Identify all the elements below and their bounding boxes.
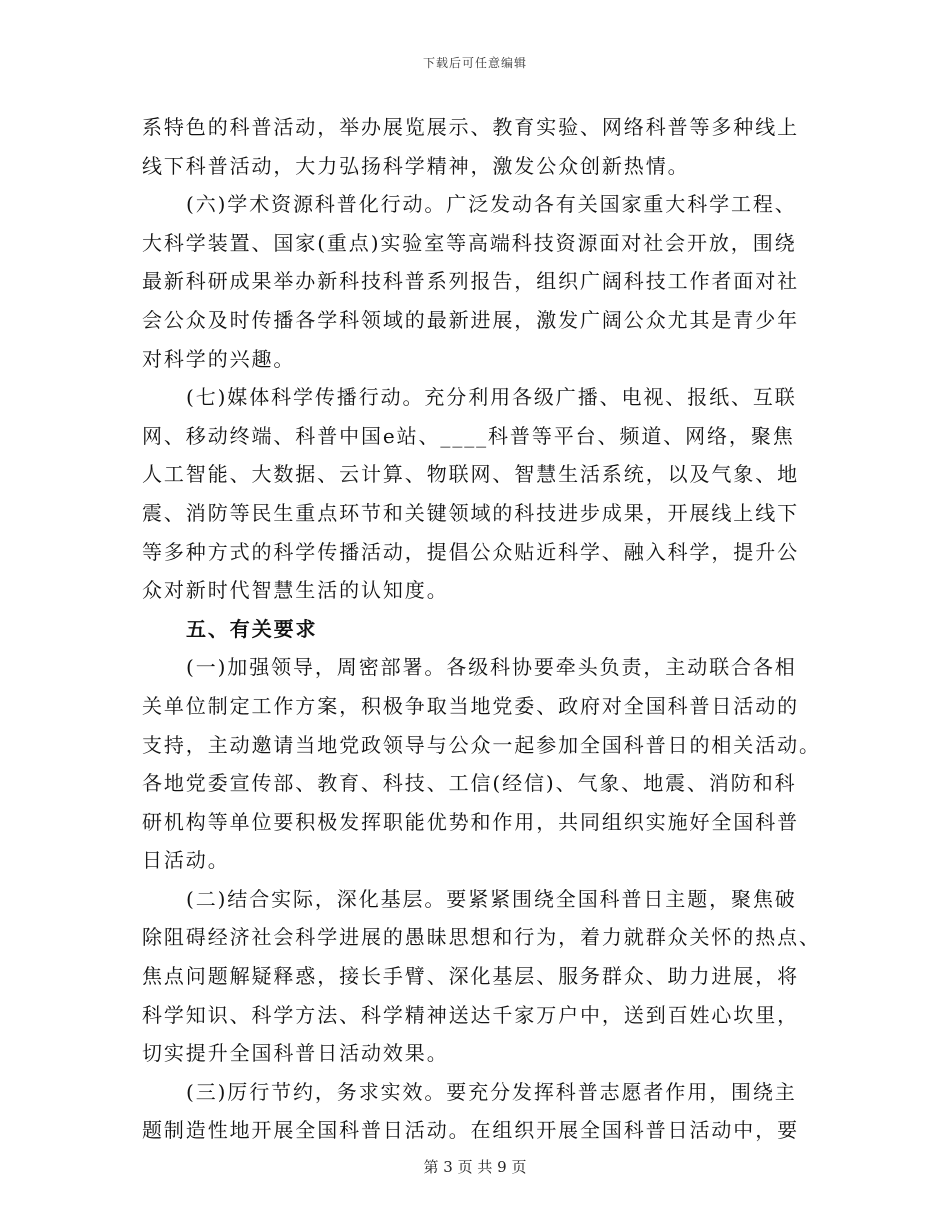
body-text-line: 人工智能、大数据、云计算、物联网、智慧生活系统，以及气象、地 <box>142 462 799 487</box>
page-header-note: 下载后可任意编辑 <box>422 56 527 70</box>
body-text-line: 等多种方式的科学传播活动，提倡公众贴近科学、融入科学，提升公 <box>142 539 799 564</box>
body-text-line: 系特色的科普活动，举办展览展示、教育实验、网络科普等多种线上 <box>142 115 799 139</box>
body-text-line: 支持，主动邀请当地党政领导与公众一起参加全国科普日的相关活动。 <box>142 732 821 757</box>
body-text-line: 对科学的兴趣。 <box>142 346 296 371</box>
body-text-line: 大科学装置、国家(重点)实验室等高端科技资源面对社会开放，围绕 <box>142 230 797 255</box>
body-text-line: 日活动。 <box>142 848 230 873</box>
body-text-line: (二)结合实际，深化基层。要紧紧围绕全国科普日主题，聚焦破 <box>186 886 797 911</box>
body-text-line: 题制造性地开展全国科普日活动。在组织开展全国科普日活动中，要 <box>142 1118 799 1143</box>
body-text-line: (一)加强领导，周密部署。各级科协要牵头负责，主动联合各相 <box>186 655 797 680</box>
body-text-line: 科学知识、科学方法、科学精神送达千家万户中，送到百姓心坎里， <box>142 1002 799 1027</box>
body-text-line: 各地党委宣传部、教育、科技、工信(经信)、气象、地震、消防和科 <box>142 771 797 796</box>
body-text-line: 研机构等单位要积极发挥职能优势和作用，共同组织实施好全国科普 <box>142 809 799 834</box>
body-text-line: (三)厉行节约，务求实效。要充分发挥科普志愿者作用，围绕主 <box>186 1079 797 1104</box>
page-number-footer: 第 3 页 共 9 页 <box>423 1158 527 1176</box>
body-text-line: (六)学术资源科普化行动。广泛发动各有关国家重大科学工程、 <box>186 192 797 217</box>
body-text-line: 会公众及时传播各学科领域的最新进展，激发广阔公众尤其是青少年 <box>142 307 799 332</box>
body-text-line: 除阻碍经济社会科学进展的愚昧思想和行为，着力就群众关怀的热点、 <box>142 925 821 950</box>
body-text-line: 最新科研成果举办新科技科普系列报告，组织广阔科技工作者面对社 <box>142 269 799 294</box>
body-text-line: 线下科普活动，大力弘扬科学精神，激发公众创新热情。 <box>142 153 690 178</box>
body-text-line: 焦点问题解疑释惑，接长手臂、深化基层、服务群众、助力进展，将 <box>142 964 799 989</box>
body-text-line: 众对新时代智慧生活的认知度。 <box>142 578 449 603</box>
document-body <box>142 108 821 1150</box>
body-text-line: 切实提升全国科普日活动效果。 <box>142 1041 449 1066</box>
body-text-line: 网、移动终端、科普中国e站、____科普等平台、频道、网络，聚焦 <box>142 423 795 448</box>
body-text-line: (七)媒体科学传播行动。充分利用各级广播、电视、报纸、互联 <box>186 385 797 410</box>
body-text-line: 震、消防等民生重点环节和关键领域的科技进步成果，开展线上线下 <box>142 500 799 525</box>
section-heading: 五、有关要求 <box>186 616 318 641</box>
body-text-line: 关单位制定工作方案，积极争取当地党委、政府对全国科普日活动的 <box>142 693 799 718</box>
